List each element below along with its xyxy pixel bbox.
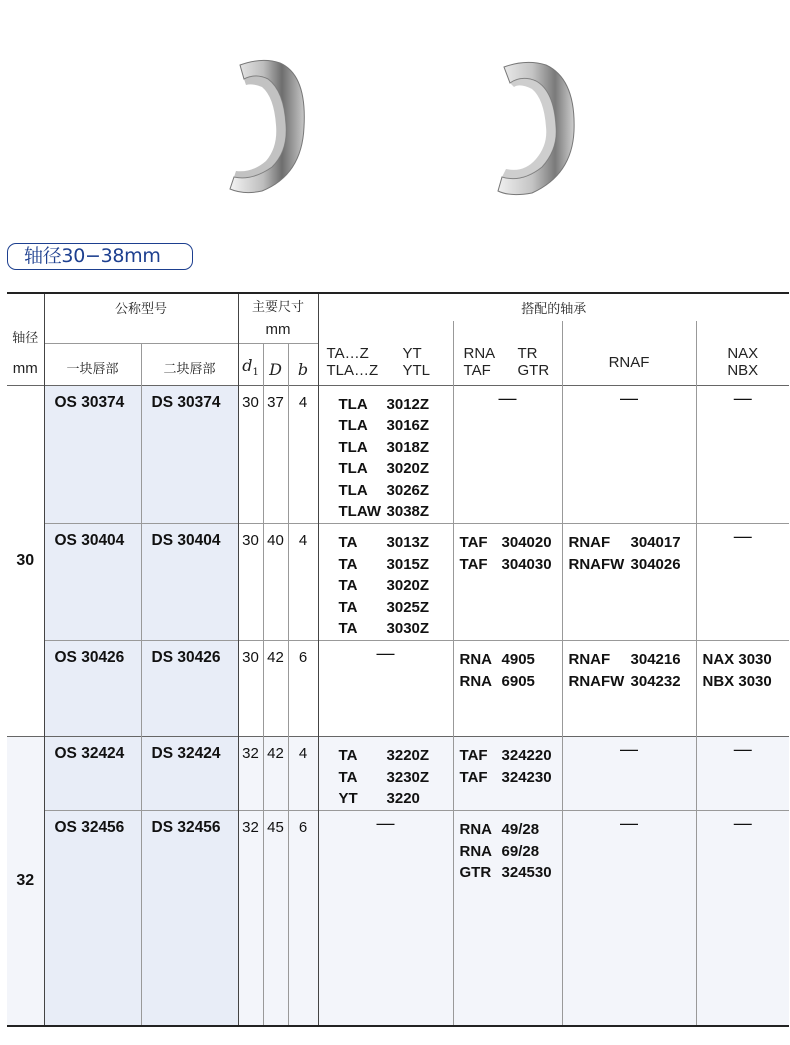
bearing-entry: TA 3230Z [338,768,430,786]
shaft-diameter: 32 [7,737,44,1026]
dims-unit: mm [238,321,318,343]
oil-seal-single-lip-image [222,55,342,200]
bearing-entry: TLA 3020Z [338,460,430,478]
bearing-rnaf: — [562,737,696,811]
bearing-ta [318,524,453,641]
dim-d1: 32 [238,737,263,811]
bearing-entry: TA 3013Z [338,534,430,552]
bearing-ta: — [318,811,453,1026]
bearing-nax: — [696,385,789,524]
bearing-rnaf [562,641,696,737]
ta-series-header: TA…Z YT TLA…Z YTL [318,343,453,385]
bearing-entry: TLA 3012Z [338,395,430,413]
dim-d1: 30 [238,641,263,737]
dim-b: 4 [288,385,318,524]
rna-series-header: RNA TR TAF GTR [453,343,562,385]
nax-series-header: NAX NBX [727,344,759,379]
bearing-entry: TA 3025Z [338,598,430,616]
bearing-entry: TA 3030Z [338,620,430,638]
bearing-rnaf [562,524,696,641]
bearing-rnaf: — [562,385,696,524]
bearing-entry: YT 3220 [338,790,420,808]
bearing-entry: TAF 324230 [459,768,552,786]
spec-table [7,292,789,1027]
bearing-entry: TAF 304030 [459,555,552,573]
bearing-entry: NBX 3030 [702,672,772,690]
model-single-lip: OS 30374 [44,385,141,524]
dim-b: 4 [288,737,318,811]
bearing-entry: RNA 4905 [459,651,535,669]
bearing-entry: GTR 324530 [459,864,552,882]
dim-D: 45 [263,811,288,1026]
bearing-nax [696,641,789,737]
spec-table-body [7,385,789,1026]
section-title: 轴径30−38mm [7,243,193,270]
dim-D: 37 [263,385,288,524]
bearing-entry: RNA 6905 [459,672,535,690]
bearing-entry: TA 3015Z [338,555,430,573]
model-double-lip: DS 32456 [141,811,238,1026]
bearing-entry: RNAF 304017 [568,534,681,552]
bearing-entry: TAF 324220 [459,747,552,765]
bearing-entry: RNA 49/28 [459,821,540,839]
model-header: 公称型号 [44,293,238,321]
bearing-entry: RNAF 304216 [568,651,681,669]
bearing-entry: TA 3020Z [338,577,430,595]
table-row [7,737,789,811]
bearing-rna: — [453,385,562,524]
bearing-rnaf: — [562,811,696,1026]
bearing-entry: RNAFW 304232 [568,672,681,690]
shaft-header-cell [7,293,44,385]
dim-D: 42 [263,641,288,737]
bearing-nax: — [696,524,789,641]
dim-b: 6 [288,811,318,1026]
dim-D: 40 [263,524,288,641]
D-header: D [263,343,288,385]
model-double-lip: DS 30426 [141,641,238,737]
table-row [7,811,789,1026]
model-double-lip: DS 30404 [141,524,238,641]
bearing-entry: TAF 304020 [459,534,552,552]
table-row [7,385,789,524]
model-single-lip: OS 30404 [44,524,141,641]
bearings-header: 搭配的轴承 [521,301,587,316]
dims-header-cell [238,293,318,321]
dim-b: 6 [288,641,318,737]
table-row [7,641,789,737]
model-double-lip: DS 32424 [141,737,238,811]
model-double-lip: DS 30374 [141,385,238,524]
oil-seal-double-lip-image [490,55,610,200]
shaft-header: 轴径 [12,329,39,345]
bearing-nax: — [696,737,789,811]
bearing-ta: — [318,641,453,737]
bearing-entry: TLA 3026Z [338,481,430,499]
shaft-unit: mm [12,359,38,377]
bearing-ta [318,385,453,524]
bearing-rna [453,641,562,737]
bearing-entry: TA 3220Z [338,747,430,765]
dims-header: 主要尺寸 [252,299,305,314]
dim-b: 4 [288,524,318,641]
dim-D: 42 [263,737,288,811]
model-double-header: 二块唇部 [141,343,238,385]
model-single-header: 一块唇部 [44,343,141,385]
d1-header: $d_1$ [238,343,263,385]
bearing-rna [453,524,562,641]
table-row [7,524,789,641]
model-single-lip: OS 30426 [44,641,141,737]
dim-d1: 30 [238,524,263,641]
bearing-rna [453,811,562,1026]
model-single-lip: OS 32424 [44,737,141,811]
dim-d1: 30 [238,385,263,524]
rnaf-series-header: RNAF [562,343,696,385]
bearing-entry: TLAW 3038Z [338,503,430,521]
bearing-nax: — [696,811,789,1026]
bearing-entry: TLA 3018Z [338,438,430,456]
bearing-rna [453,737,562,811]
model-single-lip: OS 32456 [44,811,141,1026]
shaft-diameter: 30 [7,385,44,737]
b-header: b [288,343,318,385]
bearing-entry: RNA 69/28 [459,842,540,860]
dim-d1: 32 [238,811,263,1026]
bearing-entry: TLA 3016Z [338,417,430,435]
bearing-ta [318,737,453,811]
bearing-entry: NAX 3030 [702,651,772,669]
bearing-entry: RNAFW 304026 [568,555,681,573]
